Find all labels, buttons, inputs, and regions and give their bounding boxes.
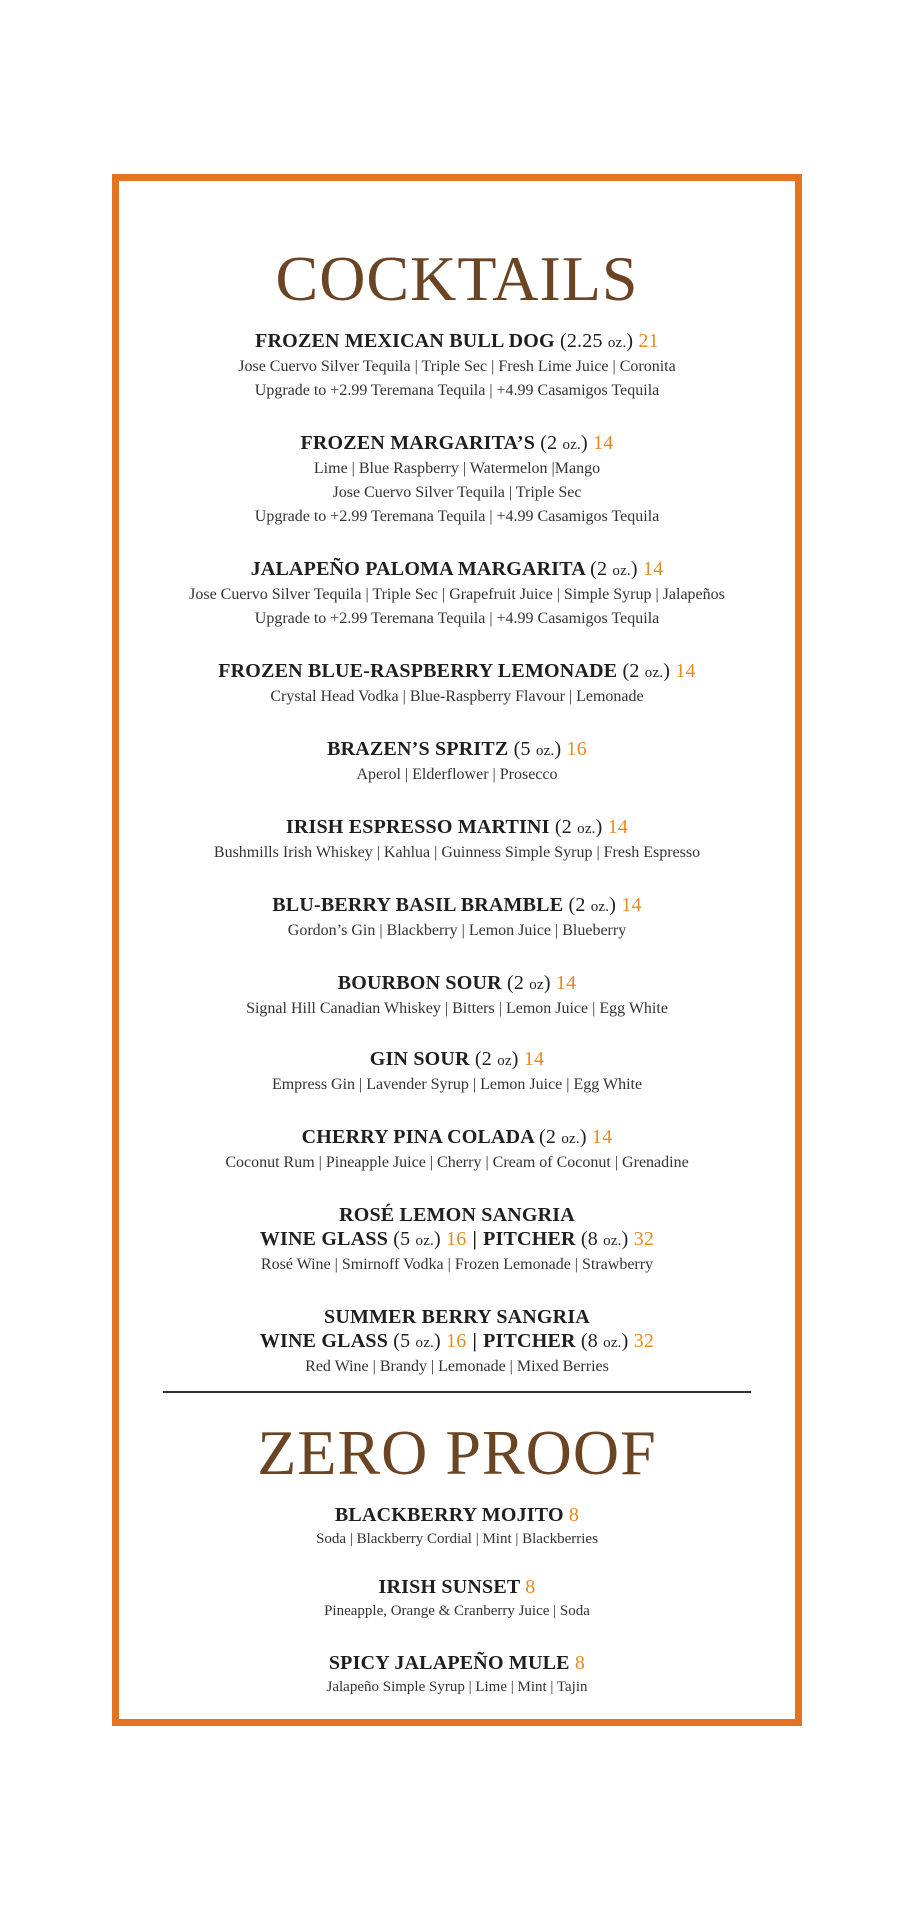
sangria-pricing: WINE GLASS (5 oz.) 16 | PITCHER (8 oz.) 32 (259, 1228, 655, 1250)
item-name: GIN SOUR (2 oz) 14 (369, 1048, 545, 1070)
item-desc: Jose Cuervo Silver Tequila | Triple Sec | Grapefruit Juice | Simple Syrup | Jalapeños (189, 586, 725, 603)
item-desc: Crystal Head Vodka | Blue-Raspberry Flavour | Lemonade (270, 688, 644, 705)
item-name: JALAPEÑO PALOMA MARGARITA (2 oz.) 14 (250, 558, 664, 580)
glass-price: 16 (446, 1330, 467, 1352)
item-price: 8 (568, 1504, 580, 1526)
glass-price: 16 (446, 1228, 467, 1250)
item-name: FROZEN BLUE-RASPBERRY LEMONADE (2 oz.) 14 (218, 660, 696, 682)
item-name: SUMMER BERRY SANGRIA (324, 1306, 590, 1328)
item-price: 14 (555, 972, 577, 994)
item-price: 14 (642, 558, 664, 580)
sangria-item (119, 1305, 795, 1379)
menu-item (119, 431, 795, 529)
item-name: BRAZEN’S SPRITZ (5 oz.) 16 (327, 738, 587, 760)
item-name: CHERRY PINA COLADA (2 oz.) 14 (301, 1126, 613, 1148)
sangria-item (119, 1203, 795, 1277)
item-price: 14 (593, 432, 614, 454)
item-name: BOURBON SOUR (2 oz) 14 (337, 972, 577, 994)
menu-item (119, 1047, 795, 1097)
item-desc: Gordon’s Gin | Blackberry | Lemon Juice | Blueberry (287, 922, 627, 939)
item-desc: Red Wine | Brandy | Lemonade | Mixed Berries (305, 1358, 609, 1375)
menu-item (119, 557, 795, 631)
item-name: FROZEN MARGARITA’S (2 oz.) 14 (300, 432, 614, 454)
menu-item (119, 893, 795, 943)
item-desc: Signal Hill Canadian Whiskey | Bitters | Lemon Juice | Egg White (246, 1000, 668, 1017)
zero-proof-item (119, 1503, 795, 1551)
item-desc: Jose Cuervo Silver Tequila | Triple Sec (332, 484, 582, 501)
item-desc: Lime | Blue Raspberry | Watermelon |Mango (313, 460, 601, 477)
item-desc: Jalapeño Simple Syrup | Lime | Mint | Tajin (326, 1679, 588, 1695)
item-desc: Rosé Wine | Smirnoff Vodka | Frozen Lemonade | Strawberry (260, 1256, 654, 1273)
item-desc: Upgrade to +2.99 Teremana Tequila | +4.99 Casamigos Tequila (254, 508, 660, 525)
item-desc: Bushmills Irish Whiskey | Kahlua | Guinness Simple Syrup | Fresh Espresso (213, 844, 701, 861)
section-divider (163, 1391, 751, 1393)
zero-proof-title: ZERO PROOF (257, 1417, 657, 1488)
item-desc: Empress Gin | Lavender Syrup | Lemon Juice | Egg White (271, 1076, 643, 1093)
menu-item (119, 737, 795, 787)
menu-item (119, 659, 795, 709)
pitcher-price: 32 (633, 1228, 655, 1250)
item-desc: Pineapple, Orange & Cranberry Juice | Soda (324, 1603, 590, 1619)
menu-frame (112, 174, 802, 1726)
item-name: BLU-BERRY BASIL BRAMBLE (2 oz.) 14 (272, 894, 642, 916)
item-price: 14 (621, 894, 642, 916)
item-desc: Upgrade to +2.99 Teremana Tequila | +4.99 Casamigos Tequila (254, 610, 660, 627)
zero-proof-item (119, 1651, 795, 1699)
item-name: FROZEN MEXICAN BULL DOG (2.25 oz.) 21 (255, 330, 659, 352)
menu-item (119, 1125, 795, 1175)
cocktails-title: COCKTAILS (275, 243, 639, 314)
item-price: 14 (523, 1048, 545, 1070)
item-price: 21 (638, 330, 659, 352)
item-price: 14 (675, 660, 696, 682)
item-desc: Jose Cuervo Silver Tequila | Triple Sec | Fresh Lime Juice | Coronita (238, 358, 676, 375)
menu-content (119, 181, 795, 1699)
item-desc: Soda | Blackberry Cordial | Mint | Blackberries (316, 1531, 598, 1547)
item-name: IRISH SUNSET 8 (378, 1576, 536, 1598)
item-name: ROSÉ LEMON SANGRIA (339, 1204, 575, 1226)
item-price: 16 (566, 738, 587, 760)
item-name: IRISH ESPRESSO MARTINI (2 oz.) 14 (285, 816, 629, 838)
zero-proof-item (119, 1575, 795, 1623)
item-name: SPICY JALAPEÑO MULE 8 (328, 1652, 586, 1674)
menu-item (119, 329, 795, 403)
item-price: 8 (574, 1652, 586, 1674)
item-price: 14 (607, 816, 629, 838)
item-price: 14 (591, 1126, 613, 1148)
menu-item (119, 815, 795, 865)
item-desc: Upgrade to +2.99 Teremana Tequila | +4.99 Casamigos Tequila (254, 382, 660, 399)
menu-item (119, 971, 795, 1021)
item-desc: Coconut Rum | Pineapple Juice | Cherry | Cream of Coconut | Grenadine (225, 1154, 689, 1171)
item-price: 8 (525, 1576, 536, 1598)
pitcher-price: 32 (633, 1330, 655, 1352)
sangria-pricing: WINE GLASS (5 oz.) 16 | PITCHER (8 oz.) 32 (259, 1330, 655, 1352)
item-name: BLACKBERRY MOJITO 8 (334, 1504, 580, 1526)
item-desc: Aperol | Elderflower | Prosecco (356, 766, 558, 783)
